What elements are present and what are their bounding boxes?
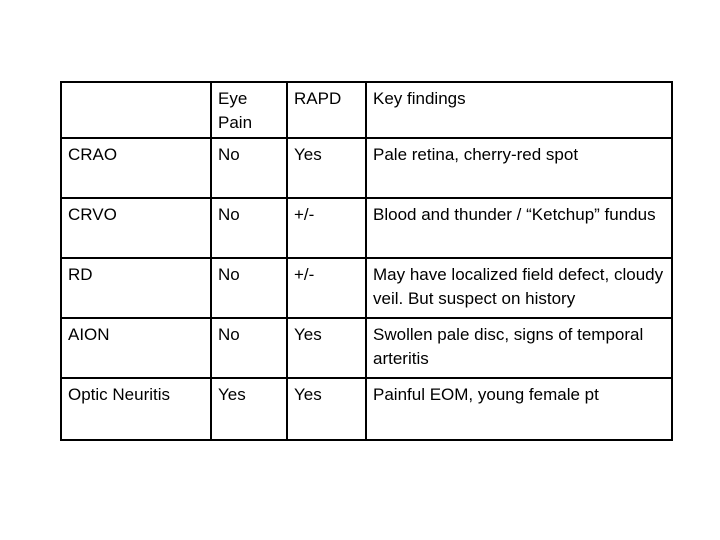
header-corner-cell [61, 82, 211, 138]
condition-cell: CRAO [61, 138, 211, 198]
eye-pain-cell: No [211, 198, 287, 258]
header-row [61, 82, 672, 138]
eye-pain-cell: No [211, 318, 287, 378]
condition-cell: AION [61, 318, 211, 378]
header-eye-pain-line1: Eye [218, 89, 248, 108]
rapd-cell: +/- [287, 258, 366, 318]
findings-cell: Painful EOM, young female pt [366, 378, 672, 440]
header-key-findings: Key findings [366, 82, 672, 138]
table-row [61, 318, 672, 378]
findings-cell: Pale retina, cherry-red spot [366, 138, 672, 198]
table-row [61, 258, 672, 318]
rapd-cell: Yes [287, 318, 366, 378]
table-row [61, 198, 672, 258]
findings-table [60, 81, 673, 441]
eye-pain-cell: Yes [211, 378, 287, 440]
condition-cell: CRVO [61, 198, 211, 258]
header-rapd: RAPD [287, 82, 366, 138]
findings-cell: May have localized field defect, cloudy veil. But suspect on history [366, 258, 672, 318]
eye-pain-cell: No [211, 138, 287, 198]
condition-cell: Optic Neuritis [61, 378, 211, 440]
rapd-cell: Yes [287, 378, 366, 440]
rapd-cell: Yes [287, 138, 366, 198]
header-eye-pain-line2: Pain [218, 113, 253, 132]
condition-cell: RD [61, 258, 211, 318]
table-row [61, 138, 672, 198]
table-row [61, 378, 672, 440]
header-eye-pain [211, 82, 287, 138]
findings-cell: Swollen pale disc, signs of temporal arteritis [366, 318, 672, 378]
eye-pain-cell: No [211, 258, 287, 318]
findings-cell: Blood and thunder / “Ketchup” fundus [366, 198, 672, 258]
rapd-cell: +/- [287, 198, 366, 258]
